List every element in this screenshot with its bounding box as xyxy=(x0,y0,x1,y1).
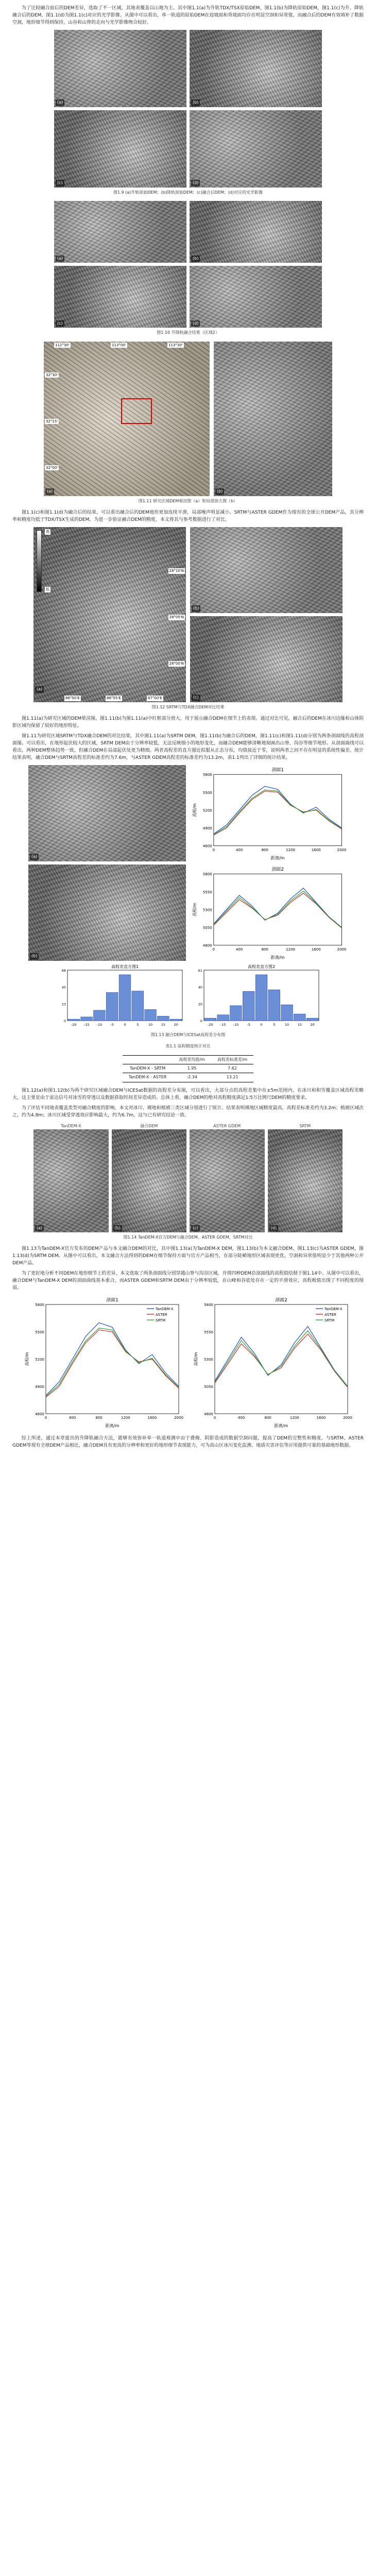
profile-line-chart-2 xyxy=(192,1295,353,1429)
x-tick-label: -20 xyxy=(71,1022,77,1027)
figure-6-col-3 xyxy=(190,1123,265,1232)
y-tick-label: 40 xyxy=(198,985,202,990)
table-header-cell xyxy=(123,1055,173,1064)
panel-label: (a) xyxy=(35,686,44,692)
y-tick-label: 20 xyxy=(198,1002,202,1007)
figure-2-panel-c xyxy=(54,266,186,328)
panel-label: (a) xyxy=(56,99,64,106)
coord-label: 28°10'N xyxy=(169,568,184,573)
x-axis-label: 距离/m xyxy=(105,1423,119,1428)
table-cell: 13.21 xyxy=(211,1073,254,1082)
y-tick-label: 5550 xyxy=(202,889,212,894)
histogram-chart-1 xyxy=(54,963,185,1030)
profile-chart-2 xyxy=(190,865,348,961)
coord-label: 112°30' xyxy=(55,343,70,347)
panel-label: (c) xyxy=(191,1225,200,1231)
figure-6-col-2 xyxy=(112,1123,187,1232)
coord-label: 28°05'N xyxy=(169,615,184,619)
figure-6-panel-a xyxy=(33,1129,109,1232)
x-tick-label: 0 xyxy=(260,1022,263,1027)
histogram-bar xyxy=(132,991,144,1020)
panel-label: (b) xyxy=(192,605,200,612)
panel-label: (d) xyxy=(191,180,200,186)
legend-label: ASTER xyxy=(156,1312,167,1317)
x-tick-label: 1200 xyxy=(286,847,296,852)
figure-1-panel-d xyxy=(190,110,322,188)
panel-label: (b) xyxy=(30,953,39,959)
table-row xyxy=(123,1073,254,1082)
paragraph-2: 图1.1(c)和图1.1(d)为融合后的结果，可以看出融合后的DEM地形更加连续平滑，局部噪声明显减小。SRTM与ASTER GDEM作为现有的全球公开DEM产品，其分辨率和精度均低于TDX/TSX生成的DEM，为进一步验证融合DEM的精度，本文将其与参考数据进行了对比。 xyxy=(12,510,364,522)
figure-7 xyxy=(23,1295,353,1429)
figure-4 xyxy=(12,527,364,710)
histogram-bar xyxy=(230,1006,242,1021)
paragraph-3: 图1.11(a)为研究区域的DEM晕渲图，图1.11(b)为图1.11(a)中红框部分放大，用于展示融合DEM在细节上的表现。通过对比可见，融合后的DEM在冰川边缘和山体阴影区域均保留了较好的地形特征。 xyxy=(12,716,364,729)
histogram-row xyxy=(54,963,322,1030)
figure-4-panel-c xyxy=(190,616,343,702)
x-tick-label: 1600 xyxy=(147,1415,157,1420)
figure-2-grid xyxy=(54,201,322,328)
paragraph-5: 图1.12(a)和图1.12(b)为两个研究区域融合DEM与ICESat数据的高程差分布图，可以看出，大部分点的高程差集中在±5m范围内，在冰川和积雪覆盖区域高程差略大，这主要是由于雷达信号对冰雪的穿透以及数据获取时间差异造成的。总体上看，融合DEM的绝对高程精度满足1:5万比例尺DEM的精度要求。 xyxy=(12,1088,364,1100)
x-tick-label: 20 xyxy=(174,1022,178,1027)
table-header-cell: 高程差标准差/m xyxy=(211,1055,254,1064)
x-tick-label: 5 xyxy=(136,1022,139,1027)
x-tick-label: 1200 xyxy=(121,1415,130,1420)
legend-label: SRTM xyxy=(324,1318,335,1323)
figure-6 xyxy=(12,1123,364,1241)
paragraph-4: 图1.11为研究区域SRTM与TDX融合DEM的对比结果，其中图1.11(a)为SRTM DEM，图1.11(b)为融合后的DEM，图1.11(c)和图1.11(d)分别为两条剖面线的高程剖面图。可以看出，在地形起伏较大的区域，SRTM DEM由于分辨率较低，无法反映细小的地形变化，而融合DEM能够清晰地刻画出山脊、沟谷等细节地形。从剖面曲线可以看出，两种DEM整体趋势一致，但融合DEM在局部起伏处更为精细。两者高程差的直方图近似服从正态分布，均值接近于零，说明两者之间不存在明显的系统性偏差。统计结果表明，融合DEM与SRTM高程差的标准差约为7.6m，与ASTER GDEM高程差的标准差约为13.2m，表1.1列出了详细的统计结果。 xyxy=(12,734,364,760)
x-tick-label: -5 xyxy=(247,1022,250,1027)
table-cell: -2.34 xyxy=(173,1073,211,1082)
y-tick-label: 4600 xyxy=(35,1412,44,1416)
x-tick-label: 10 xyxy=(148,1022,153,1027)
y-tick-label: 0 xyxy=(63,1019,66,1023)
figure-1-grid xyxy=(54,30,322,188)
histogram-bar xyxy=(306,1018,318,1021)
y-tick-label: 4800 xyxy=(204,1412,213,1416)
figure-4-panel-b xyxy=(190,527,343,613)
legend-label: ASTER xyxy=(324,1312,336,1317)
coord-label: 113°00' xyxy=(112,343,126,347)
figure-2-panel-d xyxy=(190,266,322,328)
x-tick-label: -10 xyxy=(96,1022,102,1027)
figure-6-panel-d xyxy=(268,1129,343,1232)
x-tick-label: 1600 xyxy=(311,946,321,952)
x-tick-label: 0 xyxy=(124,1022,126,1027)
table-row xyxy=(123,1064,254,1073)
y-tick-label: 45 xyxy=(61,985,66,990)
y-tick-label: 5300 xyxy=(202,907,212,912)
x-tick-label: 400 xyxy=(69,1415,76,1420)
x-tick-label: 800 xyxy=(264,1415,271,1420)
x-tick-label: 1200 xyxy=(289,1415,299,1420)
histogram-bar xyxy=(170,1019,182,1021)
table-cell: 7.62 xyxy=(211,1064,254,1073)
x-tick-label: 2000 xyxy=(337,847,347,852)
panel-label: (d) xyxy=(191,320,200,327)
x-tick-label: 10 xyxy=(284,1022,289,1027)
x-tick-label: 0 xyxy=(213,1415,216,1420)
paragraph-6: 为了评估不同地表覆盖类型对融合精度的影响，本文对冰川、裸地和植被三类区域分别进行了统计。结果表明裸地区域精度最高，高程差标准差约为3.2m；植被区域次之，约为4.8m；冰川区域受穿透效应影响最大，约为6.7m，这与已有研究结论一致。 xyxy=(12,1105,364,1118)
panel-label: (b) xyxy=(191,256,200,262)
histogram-bar xyxy=(81,1017,93,1021)
figure-1 xyxy=(12,30,364,196)
panel-label: (c) xyxy=(192,694,200,701)
figure-3 xyxy=(12,342,364,504)
x-tick-label: -15 xyxy=(220,1022,226,1027)
figure-1-panel-a xyxy=(54,30,186,107)
y-axis-label: 高程/m xyxy=(192,803,197,817)
panel-title: 融合DEM xyxy=(140,1123,158,1128)
figure-2-caption: 图1.10 升降轨融合结果（区域2） xyxy=(157,330,219,335)
histogram-bar xyxy=(119,975,131,1021)
panel-label: (b) xyxy=(191,99,200,106)
legend-high-label: 高 xyxy=(46,529,49,534)
x-tick-label: -10 xyxy=(233,1022,239,1027)
x-tick-label: 1600 xyxy=(316,1415,326,1420)
histogram-bar xyxy=(255,975,267,1021)
histogram-bar xyxy=(294,1014,305,1021)
y-tick-label: 5550 xyxy=(204,1330,213,1334)
histogram-bar xyxy=(106,992,118,1021)
panel-label: (b) xyxy=(113,1225,122,1231)
y-tick-label: 5050 xyxy=(204,1384,213,1389)
x-tick-label: 400 xyxy=(237,1415,245,1420)
histogram-bar xyxy=(281,1005,293,1021)
chart-title: 剖面2 xyxy=(271,867,284,873)
coord-label: 32°15' xyxy=(46,419,58,423)
x-tick-label: 5 xyxy=(273,1022,276,1027)
legend-low-label: 低 xyxy=(46,587,49,591)
x-tick-label: 0 xyxy=(212,847,215,852)
y-tick-label: 5800 xyxy=(202,772,212,777)
y-tick-label: 4900 xyxy=(202,825,212,831)
y-tick-label: 4800 xyxy=(202,943,212,948)
panel-title: SRTM xyxy=(299,1123,311,1128)
y-tick-label: 5800 xyxy=(202,872,212,877)
histogram-bar xyxy=(217,1015,229,1021)
x-tick-label: 1600 xyxy=(311,847,321,852)
figure-1-caption: 图1.9 (a)升轨原始DEM；(b)降轨原始DEM；(c)融合后DEM；(d)对应的光学影像 xyxy=(113,190,263,195)
panel-title: ASTER GDEM xyxy=(213,1123,241,1128)
panel-title: TanDEM-X xyxy=(60,1123,81,1128)
paragraph-1: 为了比较融合前后的DEM差异，选取了不一区域，其地表覆盖以山地为主。其中图1.1(a)为升轨TDX/TSX原始DEM，图1.1(b)为降轨原始DEM，图1.1(c)为升、降轨融合后的DEM，图1.1(d)为图1.1(c)对应的光学影像。从图中可以看出，单一轨道的原始DEM在迎坡面和背坡面均存在明显空洞和异常值，而融合后的DEM有效填补了数据空洞，地形细节得到保持，山谷和山脊的走向与光学影像吻合较好。 xyxy=(12,6,364,25)
plot-area xyxy=(214,774,342,845)
y-tick-label: 5200 xyxy=(35,1357,44,1362)
panel-label: (b) xyxy=(215,488,224,495)
y-tick-label: 5300 xyxy=(204,1357,213,1362)
x-tick-label: 400 xyxy=(235,946,243,952)
figure-3-caption: 图1.11 研究区域DEM晕渲图（a）和局部放大图（b） xyxy=(138,498,238,503)
y-tick-label: 4900 xyxy=(35,1384,44,1389)
x-axis-label: 距离/m xyxy=(270,855,285,860)
figure-5-panel-a xyxy=(28,765,186,861)
y-tick-label: 23 xyxy=(61,1002,66,1007)
table-header-cell: 高程差均值/m xyxy=(173,1055,211,1064)
histogram-bar xyxy=(268,990,280,1021)
x-tick-label: -5 xyxy=(110,1022,114,1027)
panel-label: (a) xyxy=(35,1225,44,1231)
chart-title: 高程差直方图1 xyxy=(111,964,139,969)
paragraph-9: 综上所述，通过本章提出的升降轨融合方法，能够有效弥补单一轨道观测中由于叠掩、阴影造成的数据空洞问题，提高了DEM的完整性和精度。与SRTM、ASTER GDEM等现有全球DEM产品相比，融合DEM具有更高的分辨率和更好的地形细节表现能力，可为高山区冰川变化监测、地质灾害评估等应用提供可靠的基础地形数据。 xyxy=(12,1435,364,1448)
figure-4-caption: 图1.12 SRTM与TDX融合DEM对比结果 xyxy=(151,704,225,709)
chart-title: 高程差直方图2 xyxy=(247,964,276,969)
y-tick-label: 5200 xyxy=(202,808,212,813)
figure-5-caption: 图1.13 融合DEM与ICESat高程差分布图 xyxy=(150,1032,226,1037)
coord-label: 86°50'E xyxy=(65,696,80,701)
x-tick-label: 2000 xyxy=(174,1415,183,1420)
x-tick-label: 800 xyxy=(95,1415,102,1420)
y-tick-label: 5800 xyxy=(35,1302,44,1307)
y-tick-label: 5500 xyxy=(202,790,212,795)
panel-label: (c) xyxy=(56,320,64,327)
coord-label: 32°30' xyxy=(46,372,58,377)
figure-6-col-1 xyxy=(33,1123,109,1232)
table-cell: TanDEM-X - ASTER xyxy=(123,1073,173,1082)
chart-title: 剖面1 xyxy=(106,1297,118,1303)
figure-4-panel-a xyxy=(33,527,186,702)
figure-2-panel-a xyxy=(54,201,186,263)
zoom-rectangle xyxy=(121,398,152,424)
x-tick-label: 800 xyxy=(261,847,269,852)
legend-label: TanDEM-X xyxy=(156,1307,174,1311)
paragraph-7: 图1.13为TanDEM-X官方发布的DEM产品与本文融合DEM的对比，其中图1.13(a)为TanDEM-X DEM，图1.13(b)为本文融合DEM，图1.13(c)为ASTER GDEM，图1.13(d)为SRTM DEM。从图中可以看出，本文融合方法得到的DEM在细节保持方面与官方产品相当，在部分陡峭地形区域表现更优，空洞和异常值明显少于其他两种公开DEM产品。 xyxy=(12,1246,364,1266)
paragraph-8: 为了更好地分析不同DEM在地形细节上的差异，本文选取了两条剖面线分别穿越山脊与沟谷区域，并将四种DEM沿剖面线的高程值绘制于图1.14中。从图中可以看出，融合DEM与TanDEM-X DEM的剖面曲线基本重合，而ASTER GDEM和SRTM DEM由于分辨率较低，在山峰和谷底处存在一定的平滑效应，高程极值出现了不同程度的削弱。 xyxy=(12,1271,364,1291)
figure-3-panel-b xyxy=(214,342,332,496)
figure-3-panel-a xyxy=(44,342,210,496)
profile-chart-1 xyxy=(190,765,348,861)
x-tick-label: 20 xyxy=(310,1022,315,1027)
figure-6-col-4 xyxy=(268,1123,343,1232)
y-tick-label: 0 xyxy=(200,1019,202,1023)
panel-label: (a) xyxy=(30,854,39,860)
table-1-title: 表1.1 高程精度统计对比 xyxy=(165,1044,211,1049)
coord-label: 32°00' xyxy=(46,465,58,470)
figure-6-caption: 图1.14 TanDEM-X官方DEM与融合DEM、ASTER GDEM、SRTM对比 xyxy=(123,1234,253,1240)
table-cell: 1.95 xyxy=(173,1064,211,1073)
x-tick-label: 1200 xyxy=(286,946,296,952)
x-tick-label: 800 xyxy=(261,946,269,952)
figure-2-panel-b xyxy=(190,201,322,263)
y-tick-label: 5050 xyxy=(202,925,212,930)
x-tick-label: 15 xyxy=(161,1022,165,1027)
coord-label: 86°55'E xyxy=(107,696,121,701)
panel-label: (d) xyxy=(269,1225,278,1231)
panel-label: (a) xyxy=(45,488,54,495)
histogram-bar xyxy=(94,1010,106,1021)
y-axis-label: 高程/m xyxy=(25,1352,29,1366)
profile-line-chart-1 xyxy=(23,1295,184,1429)
table-1 xyxy=(123,1055,254,1082)
x-tick-label: 15 xyxy=(297,1022,302,1027)
y-tick-label: 5500 xyxy=(35,1330,44,1334)
x-tick-label: -20 xyxy=(208,1022,213,1027)
histogram-bar xyxy=(243,991,254,1021)
histogram-bar xyxy=(157,1016,169,1021)
chart-title: 剖面2 xyxy=(275,1297,287,1303)
elevation-colorbar xyxy=(37,530,42,592)
figure-2 xyxy=(12,201,364,336)
figure-5-panel-b xyxy=(28,865,186,961)
figure-5 xyxy=(12,765,364,1038)
figure-6-panel-b xyxy=(112,1129,187,1232)
y-tick-label: 61 xyxy=(198,968,202,973)
coord-label: 28°00'N xyxy=(169,661,184,666)
x-axis-label: 距离/m xyxy=(270,954,285,960)
y-tick-label: 4600 xyxy=(202,843,212,849)
table-cell: TanDEM-X - SRTM xyxy=(123,1064,173,1073)
y-tick-label: 68 xyxy=(61,968,66,973)
x-tick-label: 0 xyxy=(44,1415,47,1420)
histogram-bar xyxy=(204,1018,216,1021)
histogram-bar xyxy=(145,1009,157,1021)
chart-title: 剖面1 xyxy=(271,768,284,773)
y-tick-label: 5800 xyxy=(204,1302,213,1307)
histogram-bar xyxy=(68,1019,80,1021)
figure-1-panel-b xyxy=(190,30,322,107)
x-tick-label: -15 xyxy=(83,1022,90,1027)
x-axis-label: 距离/m xyxy=(274,1423,288,1428)
legend-label: SRTM xyxy=(156,1318,166,1323)
x-tick-label: 0 xyxy=(212,946,215,952)
legend-label: TanDEM-X xyxy=(324,1307,343,1311)
panel-label: (c) xyxy=(56,180,64,186)
figure-6-panel-c xyxy=(190,1129,265,1232)
coord-label: 87°00'E xyxy=(148,696,162,701)
y-axis-label: 高程/m xyxy=(192,902,197,917)
x-tick-label: 2000 xyxy=(337,946,347,952)
panel-label: (a) xyxy=(56,256,64,262)
x-tick-label: 400 xyxy=(235,847,243,852)
coord-label: 113°30' xyxy=(168,343,183,347)
histogram-chart-2 xyxy=(191,963,322,1030)
x-tick-label: 2000 xyxy=(343,1415,352,1420)
figure-1-panel-c xyxy=(54,110,186,188)
y-axis-label: 高程/m xyxy=(194,1352,198,1366)
table-header-row xyxy=(123,1055,254,1064)
